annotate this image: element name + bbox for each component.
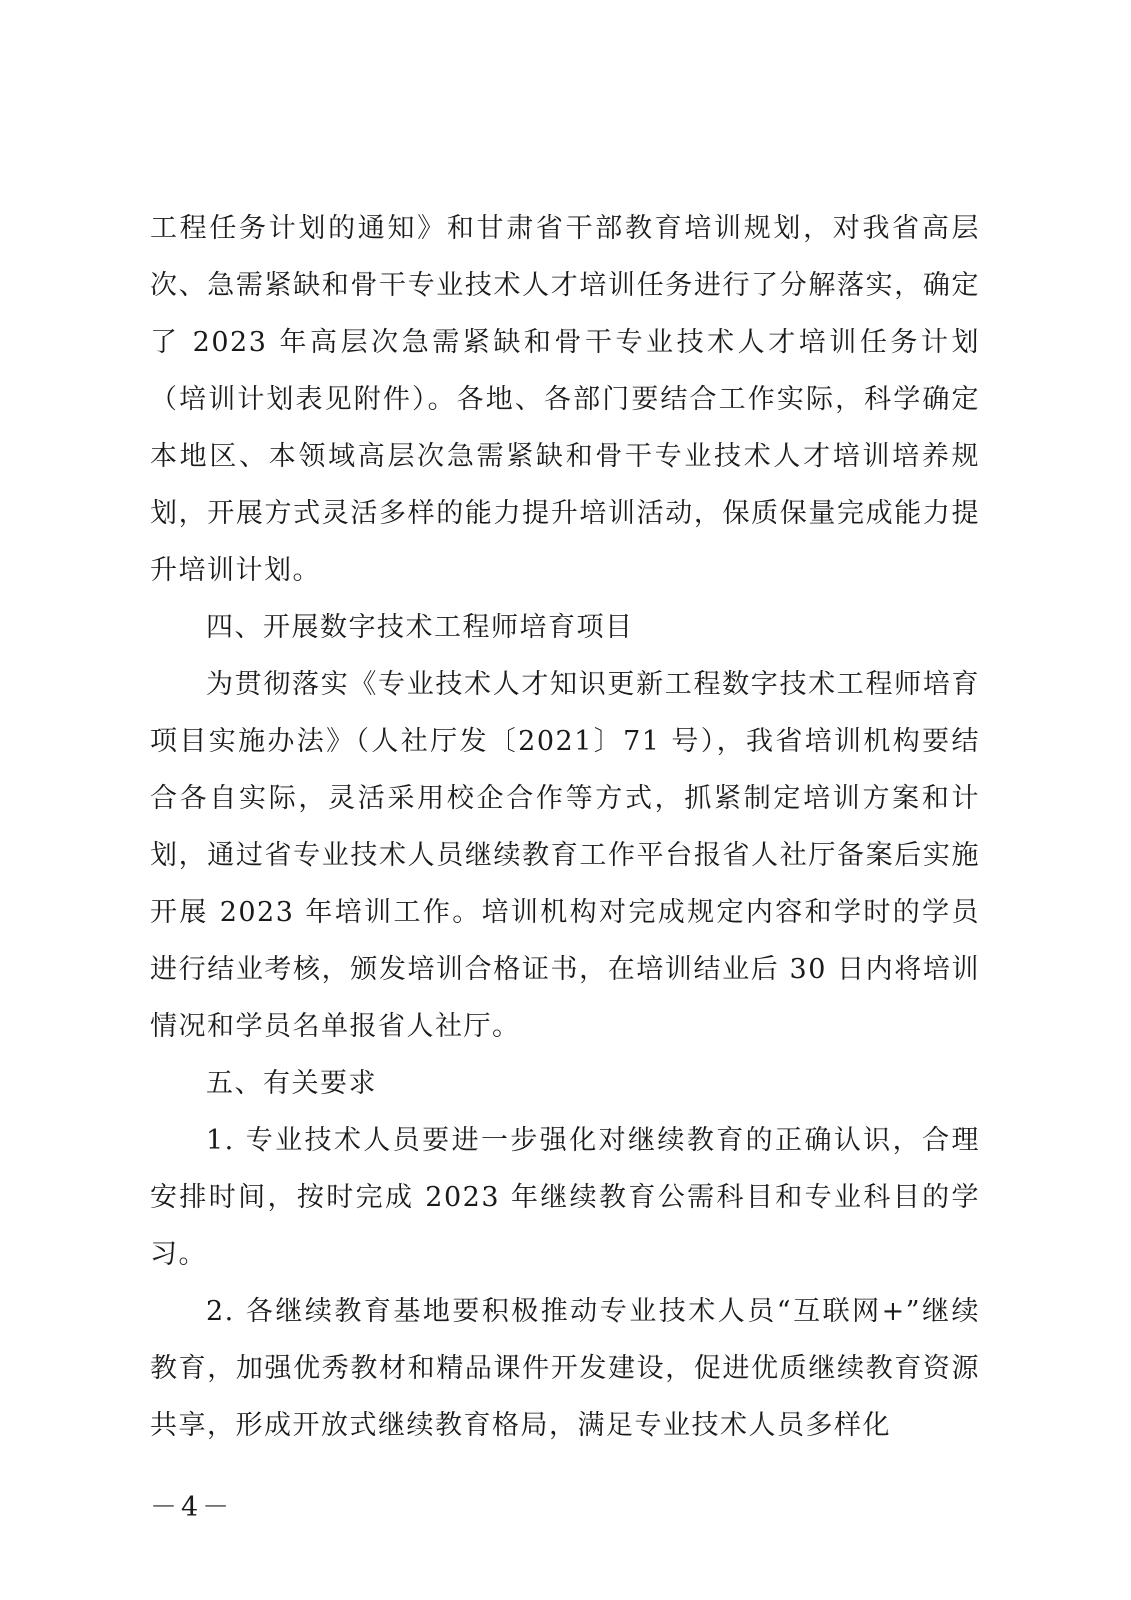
- paragraph-training-plan: 工程任务计划的通知》和甘肃省干部教育培训规划，对我省高层次、急需紧缺和骨干专业技术人才培训任务进行了分解落实，确定了 2023 年高层次急需紧缺和骨干专业技术人才培训任务计划（培训计划表见附件）。各地、各部门要结合工作实际，科学确定本地区、本领域高层次急需紧缺和骨干专业技术人才培训培养规划，开展方式灵活多样的能力提升培训活动，保质保量完成能力提升培训计划。: [150, 213, 980, 586]
- paragraph-requirement-1: 1. 专业技术人员要进一步强化对继续教育的正确认识，合理安排时间，按时完成 2023 年继续教育公需科目和专业科目的学习。: [150, 1125, 980, 1270]
- page-number: －4－: [150, 1492, 234, 1523]
- section-heading-4: 四、开展数字技术工程师培育项目: [206, 612, 634, 643]
- document-body: [150, 200, 980, 1454]
- paragraph-digital-engineer: 为贯彻落实《专业技术人才知识更新工程数字技术工程师培育项目实施办法》（人社厅发〔2021〕71 号），我省培训机构要结合各自实际，灵活采用校企合作等方式，抓紧制定培训方案和计划，通过省专业技术人员继续教育工作平台报省人社厅备案后实施开展 2023 年培训工作。培训机构对完成规定内容和学时的学员进行结业考核，颁发培训合格证书，在培训结业后 30 日内将培训情况和学员名单报省人社厅。: [150, 669, 980, 1042]
- paragraph-requirement-2: 2. 各继续教育基地要积极推动专业技术人员“互联网+”继续教育，加强优秀教材和精品课件开发建设，促进优质继续教育资源共享，形成开放式继续教育格局，满足专业技术人员多样化: [150, 1296, 980, 1441]
- section-heading-5: 五、有关要求: [206, 1068, 377, 1099]
